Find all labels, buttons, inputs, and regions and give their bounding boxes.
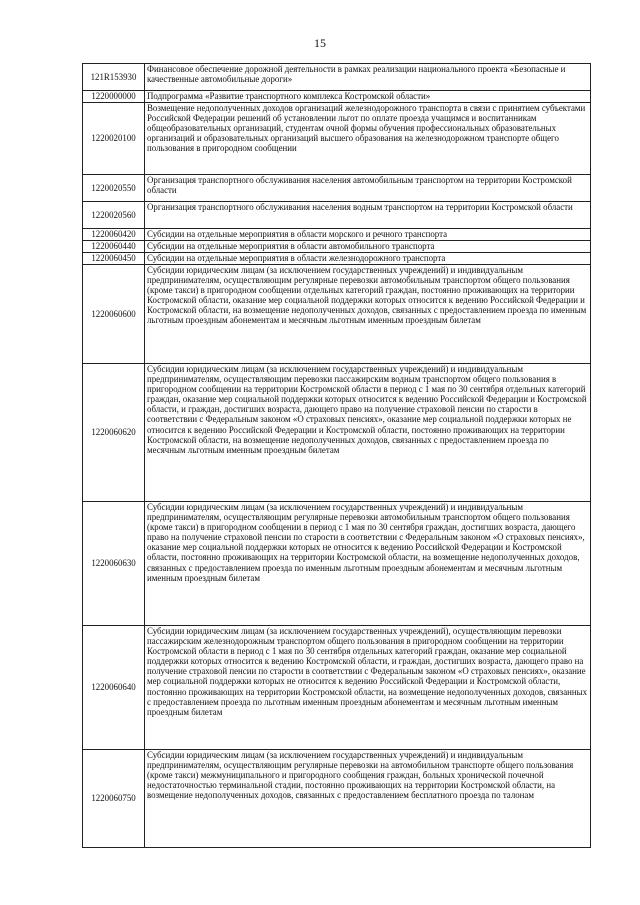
table-row (83, 175, 591, 202)
description-cell: Субсидии юридическим лицам (за исключением государственных учреждений) и индивидуальным предпринимателям, осуществляющим регулярные перевозки автомобильным транспортом общего пользования (кроме такси) в пригородном сообщении в период с 1 мая по 30 сентября граждан, достигших возраста, дающего право на получение страховой пенсии по старости в соответствии с Федеральным законом «О страховых пенсиях», оказание мер социальной поддержки которых не относится к ведению Российской Федерации и Костромской области, постоянно проживающих на территории Костромской области, на возмещение недополученных доходов, связанных с предоставлением проезда по именным льготным проездным абонементам и месячным льготным именным проездным билетам (145, 502, 591, 626)
table-row (83, 265, 591, 364)
description-cell: Субсидии юридическим лицам (за исключением государственных учреждений) и индивидуальным предпринимателям, осуществляющим регулярные перевозки на автомобильном транспорте общего пользования (кроме такси) межмуниципального и пригородного сообщения граждан, больных хронической почечной недостаточностью терминальной стадии, постоянно проживающих на территории Костромской области, на возмещение недополученных доходов, связанных с предоставлением бесплатного проезда по талонам (145, 750, 591, 848)
code-cell: 1220060640 (83, 626, 145, 750)
code-cell: 1220060630 (83, 502, 145, 626)
code-cell: 121R153930 (83, 64, 145, 91)
code-cell: 1220060420 (83, 229, 145, 241)
table-row (83, 364, 591, 502)
description-cell: Субсидии на отдельные мероприятия в области автомобильного транспорта (145, 241, 591, 253)
code-cell: 1220060440 (83, 241, 145, 253)
table-row (83, 253, 591, 265)
description-cell: Субсидии юридическим лицам (за исключением государственных учреждений) и индивидуальным предпринимателям, осуществляющим перевозки пассажирским водным транспортом общего пользования в пригородном сообщении на территории Костромской области в период с 1 мая по 30 сентября отдельных категорий граждан, оказание мер социальной поддержки которых относится к ведению Российской Федерации и Костромской области, и граждан, достигших возраста, дающего право на получение страховой пенсии по старости в соответствии с Федеральным законом «О страховых пенсиях», оказание мер социальной поддержки которых не относится к ведению Российской Федерации и Костромской области, постоянно проживающих на территории Костромской области, на возмещение недополученных доходов, связанных с предоставлением проезда по месячным льготным именным проездным билетам (145, 364, 591, 502)
description-cell: Субсидии юридическим лицам (за исключением государственных учреждений) и индивидуальным предпринимателям, осуществляющим регулярные перевозки автомобильным транспортом общего пользования (кроме такси) в пригородном сообщении отдельных категорий граждан, постоянно проживающих на территории Костромской области, оказание мер социальной поддержки которых относится к ведению Российской Федерации и Костромской области, на возмещение недополученных доходов, связанных с предоставлением проезда по именным льготным проездным абонементам и месячным льготным именным проездным билетам (145, 265, 591, 364)
table-row (83, 202, 591, 229)
code-cell: 1220060450 (83, 253, 145, 265)
description-cell: Подпрограмма «Развитие транспортного комплекса Костромской области» (145, 91, 591, 103)
table-row (83, 229, 591, 241)
description-cell: Субсидии на отдельные мероприятия в области морского и речного транспорта (145, 229, 591, 241)
code-cell: 1220000000 (83, 91, 145, 103)
table-row (83, 750, 591, 848)
table-row (83, 241, 591, 253)
description-cell: Субсидии на отдельные мероприятия в области железнодорожного транспорта (145, 253, 591, 265)
table-row (83, 91, 591, 103)
budget-classification-table (82, 63, 591, 848)
table-row (83, 64, 591, 91)
description-cell: Организация транспортного обслуживания населения автомобильным транспортом на территории Костромской области (145, 175, 591, 202)
code-cell: 1220060600 (83, 265, 145, 364)
page-number: 15 (314, 36, 326, 50)
code-cell: 1220020100 (83, 103, 145, 175)
description-cell: Финансовое обеспечение дорожной деятельности в рамках реализации национального проекта «Безопасные и качественные автомобильные дороги» (145, 64, 591, 91)
description-cell: Возмещение недополученных доходов организаций железнодорожного транспорта в связи с принятием субъектами Российской Федерации решений об установлении льгот по оплате проезда учащимся и воспитанникам общеобразовательных организаций, студентам очной формы обучения профессиональных образовательных организаций и образовательных организаций высшего образования на железнодорожном транспорте общего пользования в пригородном сообщении (145, 103, 591, 175)
description-cell: Организация транспортного обслуживания населения водным транспортом на территории Костромской области (145, 202, 591, 229)
table-row (83, 103, 591, 175)
code-cell: 1220020550 (83, 175, 145, 202)
code-cell: 1220020560 (83, 202, 145, 229)
description-cell: Субсидии юридическим лицам (за исключением государственных учреждений), осуществляющим перевозки пассажирским железнодорожным транспортом общего пользования в пригородном сообщении на территории Костромской области в период с 1 мая по 30 сентября отдельных категорий граждан, оказание мер социальной поддержки которых относится к ведению Костромской области, и граждан, достигших возраста, дающего право на получение страховой пенсии по старости в соответствии с Федеральным законом «О страховых пенсиях», оказание мер социальной поддержки которых не относится к ведению Российской Федерации и Костромской области, постоянно проживающих на территории Костромской области, на возмещение недополученных доходов, связанных с предоставлением проезда по льготным именным проездным абонементам и месячным льготным именным проездным билетам (145, 626, 591, 750)
table-row (83, 502, 591, 626)
table-row (83, 626, 591, 750)
code-cell: 1220060750 (83, 750, 145, 848)
code-cell: 1220060620 (83, 364, 145, 502)
